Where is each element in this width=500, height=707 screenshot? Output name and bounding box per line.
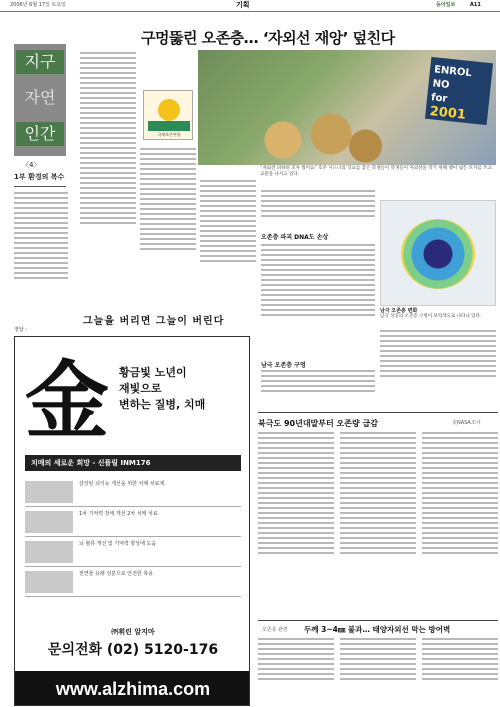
sun-icon [158,99,180,121]
bottom-headline: 두께 3~4㎜ 불과… 태양자외선 막는 방어벽 [304,625,451,634]
ozone-hole-image [380,200,496,306]
ad-contact [25,627,241,659]
sign-line: for [430,92,448,105]
product-thumbnail [25,511,73,533]
sign-line: ENROL NO [432,64,473,91]
article-text-column [200,180,256,304]
page-number: A11 [470,2,481,8]
ad-item-list [25,477,241,597]
ad-item-text: 천연물 유래 성분으로 안전한 복용 [79,571,153,577]
series-logo [14,44,66,156]
photo-caption: “자외선 피하려 모자 썼어요” 호주 시드니의 학교를 찾은 학생들이 학생들이 자외선을 막기 위해 챙이 넓은 모자를 쓰고 교문을 나서고 있다. [260,166,492,177]
series-subtitle: 1부 환경의 복수 [14,173,65,181]
arctic-source: 美NASA조사 [452,420,481,426]
page-header [0,0,500,12]
article-text-column [14,192,68,318]
ad-item-text: 감상된 뇌기능 개선을 위한 치매 치료제 [79,481,165,487]
ad-url-link[interactable]: www.alzhima.com [15,671,250,706]
product-thumbnail [25,571,73,593]
students-figures [238,104,388,164]
main-headline: 구멍뚫린 오존층… ‘자외선 재앙’ 덮친다 [141,29,395,47]
sign-line: 2001 [428,104,467,123]
article-text-column [422,432,498,616]
bottom-kicker: 오존층 관련 [262,627,288,633]
article-text-column [258,432,334,616]
ad-tagline: 황금빛 노년이 재빛으로 변하는 질병, 치매 [119,366,206,411]
article-text-column [140,148,196,302]
ad-company: ㈜휘린 알지마 [111,628,155,636]
arctic-headline: 북극도 90년대말부터 오존량 급감 [258,419,378,428]
school-sign [425,57,493,125]
advertisement [14,336,250,706]
series-glyph-2: 자연 [24,88,56,107]
series-glyph-1: 지구 [16,50,64,74]
section-divider [258,412,498,413]
ozone-subheading: 오존층 파괴 DNA도 손상 [261,234,329,241]
article-text-column [380,330,496,408]
publication-date: 2006년 6월 17일 토요일 [10,2,67,8]
students-photo [198,50,496,165]
ad-item [25,477,241,507]
article-text-column [261,190,375,230]
quiz-answer: 정답 : [14,327,27,333]
article-text-column [258,638,334,704]
article-text-column [261,370,375,408]
article-text-column [340,432,416,616]
ozone-image-text: 남극 상공의 오존층 구멍이 보라색으로 나타나 있다. [380,314,482,319]
ad-product-banner: 치매의 세로운 희망 - 신플릴 INM176 [25,455,241,471]
series-glyph-3: 인간 [16,122,64,146]
ad-gold-glyph: 金 [25,351,110,450]
section-divider [258,620,498,621]
divider [14,186,66,187]
ad-phone-label: 문의전화 [47,642,103,658]
article-text-column [422,638,498,704]
ozone-hole-map [401,219,475,289]
ground-shape [148,121,190,131]
product-thumbnail [25,481,73,503]
ozone-image-title: 남극 오존층 변화 [380,308,418,314]
section-label: 기획 [236,1,250,9]
newspaper-brand: 동아일보 [436,2,456,8]
ad-phone-number: (02) 5120-176 [106,642,219,658]
series-number: 〈4〉 [22,161,41,169]
sun-logo [143,90,193,140]
ad-item [25,507,241,537]
article-text-column [80,52,136,302]
ad-item-text: 뇌 혈류 개선 및 기억력 향상에 도움 [79,541,157,547]
product-thumbnail [25,541,73,563]
antarctic-subheading: 남극 오존층 구멍 [261,362,306,369]
article-text-column [340,638,416,704]
ad-item-text: 1차 기억력 장애 개선 2차 치매 치료 [79,511,158,517]
ad-item [25,537,241,567]
ad-item [25,567,241,597]
ad-phone[interactable] [25,639,241,659]
ad-banner: 그늘을 버리면 그늘이 버린다 [83,316,225,327]
article-text-column [261,244,375,356]
logo-label: 국제보존연합 [157,132,181,137]
